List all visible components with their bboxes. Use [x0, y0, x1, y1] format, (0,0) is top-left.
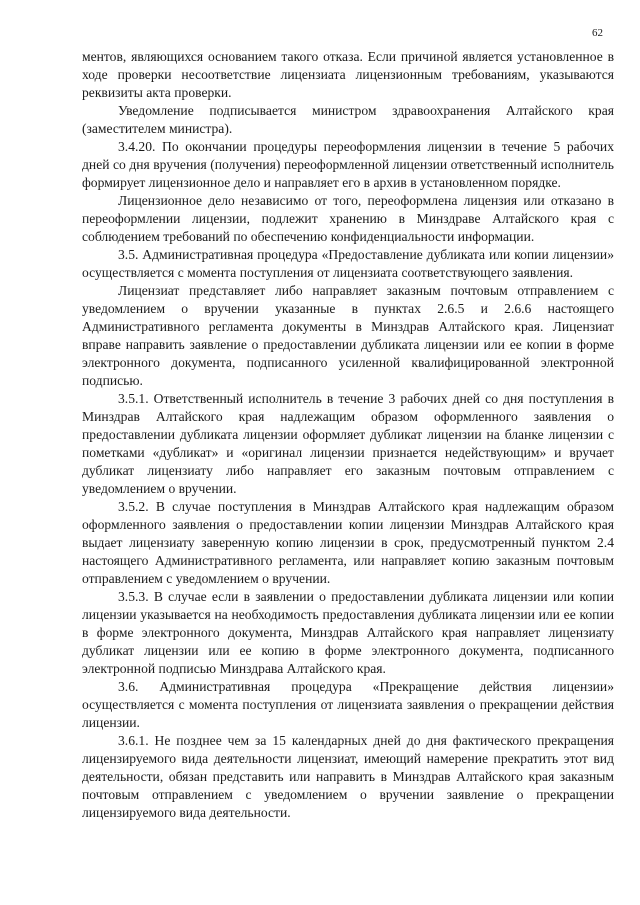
- paragraph: 3.5.3. В случае если в заявлении о предоставлении дубликата лицензии или копии лицензии указывается на необходимость предоставления дубликата лицензии или ее копии в форме электронного документа, Минздрав Алтайского края направляет лицензиату дубликат лицензии или ее копию в форме электронного документа, подписанного электронной подписью Минздрава Алтайского края.: [82, 589, 614, 676]
- document-body: [82, 48, 614, 822]
- paragraph: 3.6. Административная процедура «Прекращение действия лицензии» осуществляется с момента поступления от лицензиата заявления о прекращении действия лицензии.: [82, 679, 614, 730]
- paragraph: Лицензионное дело независимо от того, переоформлена лицензия или отказано в переоформлении лицензии, подлежит хранению в Минздраве Алтайского края с соблюдением требований по обеспечению конфиденциальности информации.: [82, 193, 614, 244]
- paragraph: Уведомление подписывается министром здравоохранения Алтайского края (заместителем министра).: [82, 103, 614, 136]
- paragraph: 3.5.2. В случае поступления в Минздрав Алтайского края надлежащим образом оформленного заявления о предоставлении копии лицензии Минздрав Алтайского края выдает лицензиату заверенную копию лицензии в срок, предусмотренный пунктом 2.4 настоящего Административного регламента, или направляет копию заказным почтовым отправлением с уведомлением о вручении.: [82, 499, 614, 586]
- paragraph: Лицензиат представляет либо направляет заказным почтовым отправлением с уведомлением о вручении указанные в пунктах 2.6.5 и 2.6.6 настоящего Административного регламента документы в Минздрав Алтайского края. Лицензиат вправе направить заявление о предоставлении дубликата лицензии или ее копии в форме электронного документа, подписанного усиленной квалифицированной электронной подписью.: [82, 283, 614, 388]
- paragraph: ментов, являющихся основанием такого отказа. Если причиной является установленное в ходе проверки несоответствие лицензиата лицензионным требованиям, указываются реквизиты акта проверки.: [82, 49, 614, 100]
- paragraph: 3.6.1. Не позднее чем за 15 календарных дней до дня фактического прекращения лицензируемого вида деятельности лицензиат, имеющий намерение прекратить этот вид деятельности, обязан представить или направить в Минздрав Алтайского края заказным почтовым отправлением с уведомлением о вручении заявление о прекращении лицензируемого вида деятельности.: [82, 733, 614, 820]
- paragraph: 3.4.20. По окончании процедуры переоформления лицензии в течение 5 рабочих дней со дня вручения (получения) переоформленной лицензии ответственный исполнитель формирует лицензионное дело и направляет его в архив в установленном порядке.: [82, 139, 614, 190]
- paragraph: 3.5.1. Ответственный исполнитель в течение 3 рабочих дней со дня поступления в Минздрав Алтайского края надлежащим образом оформленного заявления о предоставлении дубликата лицензии оформляет дубликат лицензии на бланке лицензии с пометками «дубликат» и «оригинал лицензии признается недействующим» и вручает дубликат лицензиату либо направляет его заказным почтовым отправлением с уведомлением о вручении.: [82, 391, 614, 496]
- paragraph: 3.5. Административная процедура «Предоставление дубликата или копии лицензии» осуществляется с момента поступления от лицензиата соответствующего заявления.: [82, 247, 614, 280]
- page-number: 62: [592, 27, 603, 39]
